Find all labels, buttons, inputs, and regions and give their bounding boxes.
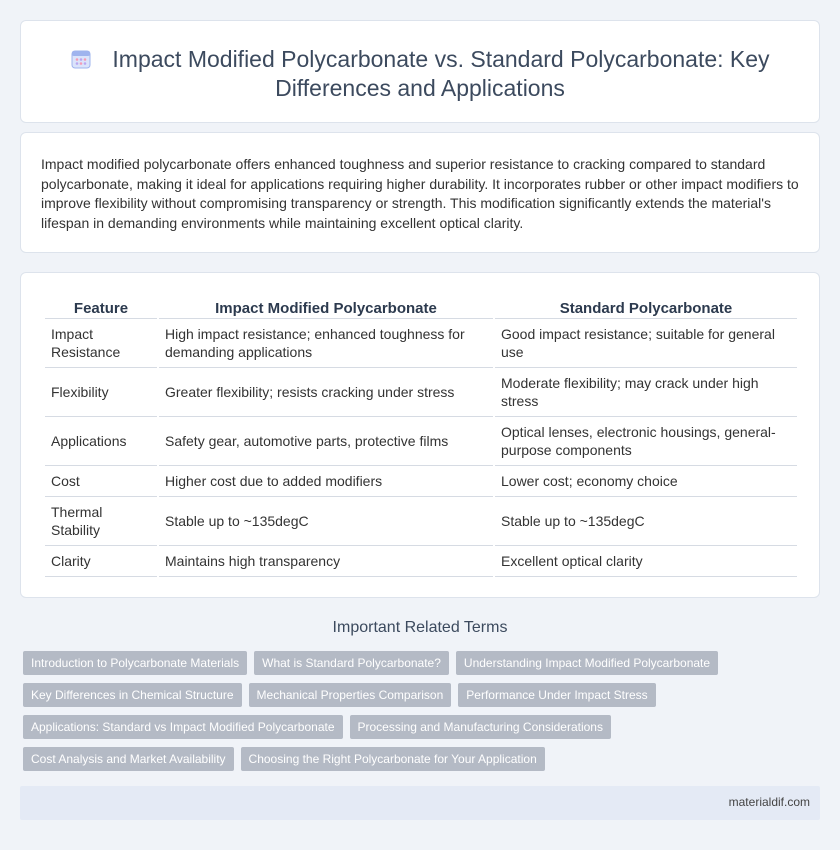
related-term-chip[interactable]: Applications: Standard vs Impact Modified Polycarbonate	[23, 715, 343, 739]
column-header-feature: Feature	[45, 295, 157, 319]
chip-row	[23, 715, 823, 739]
related-term-chip[interactable]: Mechanical Properties Comparison	[249, 683, 452, 707]
column-header-impact-modified: Impact Modified Polycarbonate	[159, 295, 493, 319]
related-term-chip[interactable]: Processing and Manufacturing Considerations	[350, 715, 611, 739]
standard-cell: Lower cost; economy choice	[495, 466, 797, 497]
title-wrap	[61, 45, 779, 103]
impact-modified-cell: High impact resistance; enhanced toughness for demanding applications	[159, 319, 493, 368]
feature-cell: Impact Resistance	[45, 319, 157, 368]
related-term-chip[interactable]: What is Standard Polycarbonate?	[254, 651, 449, 675]
page-title	[61, 45, 779, 103]
standard-cell: Excellent optical clarity	[495, 546, 797, 577]
impact-modified-cell: Greater flexibility; resists cracking under stress	[159, 368, 493, 417]
standard-cell: Optical lenses, electronic housings, general-purpose components	[495, 417, 797, 466]
table-header-row	[45, 295, 797, 319]
related-term-chip[interactable]: Cost Analysis and Market Availability	[23, 747, 234, 771]
comparison-table	[43, 295, 799, 577]
column-header-standard: Standard Polycarbonate	[495, 295, 797, 319]
chip-row	[23, 747, 823, 771]
table-row	[45, 368, 797, 417]
footer-site[interactable]: materialdif.com	[728, 795, 810, 809]
related-term-chip[interactable]: Key Differences in Chemical Structure	[23, 683, 242, 707]
impact-modified-cell: Safety gear, automotive parts, protective films	[159, 417, 493, 466]
table-row	[45, 417, 797, 466]
intro-card	[20, 132, 820, 253]
related-term-chip[interactable]: Understanding Impact Modified Polycarbonate	[456, 651, 718, 675]
related-term-chip[interactable]: Choosing the Right Polycarbonate for Your Application	[241, 747, 545, 771]
header-card	[20, 20, 820, 123]
table-row	[45, 319, 797, 368]
related-term-chip[interactable]: Introduction to Polycarbonate Materials	[23, 651, 247, 675]
intro-text: Impact modified polycarbonate offers enhanced toughness and superior resistance to cracking compared to standard polycarbonate, making it ideal for applications requiring higher durability. It incorporates rubber or other impact modifiers to improve flexibility without compromising transparency or strength. This modification significantly extends the material's lifespan in demanding environments while maintaining excellent optical clarity.	[41, 156, 799, 231]
table-row	[45, 546, 797, 577]
feature-cell: Cost	[45, 466, 157, 497]
page-title-text: Impact Modified Polycarbonate vs. Standard Polycarbonate: Key Differences and Applications	[112, 46, 770, 101]
impact-modified-cell: Higher cost due to added modifiers	[159, 466, 493, 497]
calendar-icon	[70, 48, 92, 70]
standard-cell: Stable up to ~135degC	[495, 497, 797, 546]
table-row	[45, 497, 797, 546]
feature-cell: Flexibility	[45, 368, 157, 417]
chip-row	[23, 651, 823, 675]
table-row	[45, 466, 797, 497]
standard-cell: Moderate flexibility; may crack under high stress	[495, 368, 797, 417]
comparison-card	[20, 272, 820, 598]
related-term-chip[interactable]: Performance Under Impact Stress	[458, 683, 655, 707]
feature-cell: Applications	[45, 417, 157, 466]
related-terms-chips	[23, 651, 823, 779]
footer	[20, 786, 820, 820]
chip-row	[23, 683, 823, 707]
standard-cell: Good impact resistance; suitable for general use	[495, 319, 797, 368]
impact-modified-cell: Maintains high transparency	[159, 546, 493, 577]
feature-cell: Thermal Stability	[45, 497, 157, 546]
impact-modified-cell: Stable up to ~135degC	[159, 497, 493, 546]
related-terms-title: Important Related Terms	[332, 619, 508, 636]
feature-cell: Clarity	[45, 546, 157, 577]
